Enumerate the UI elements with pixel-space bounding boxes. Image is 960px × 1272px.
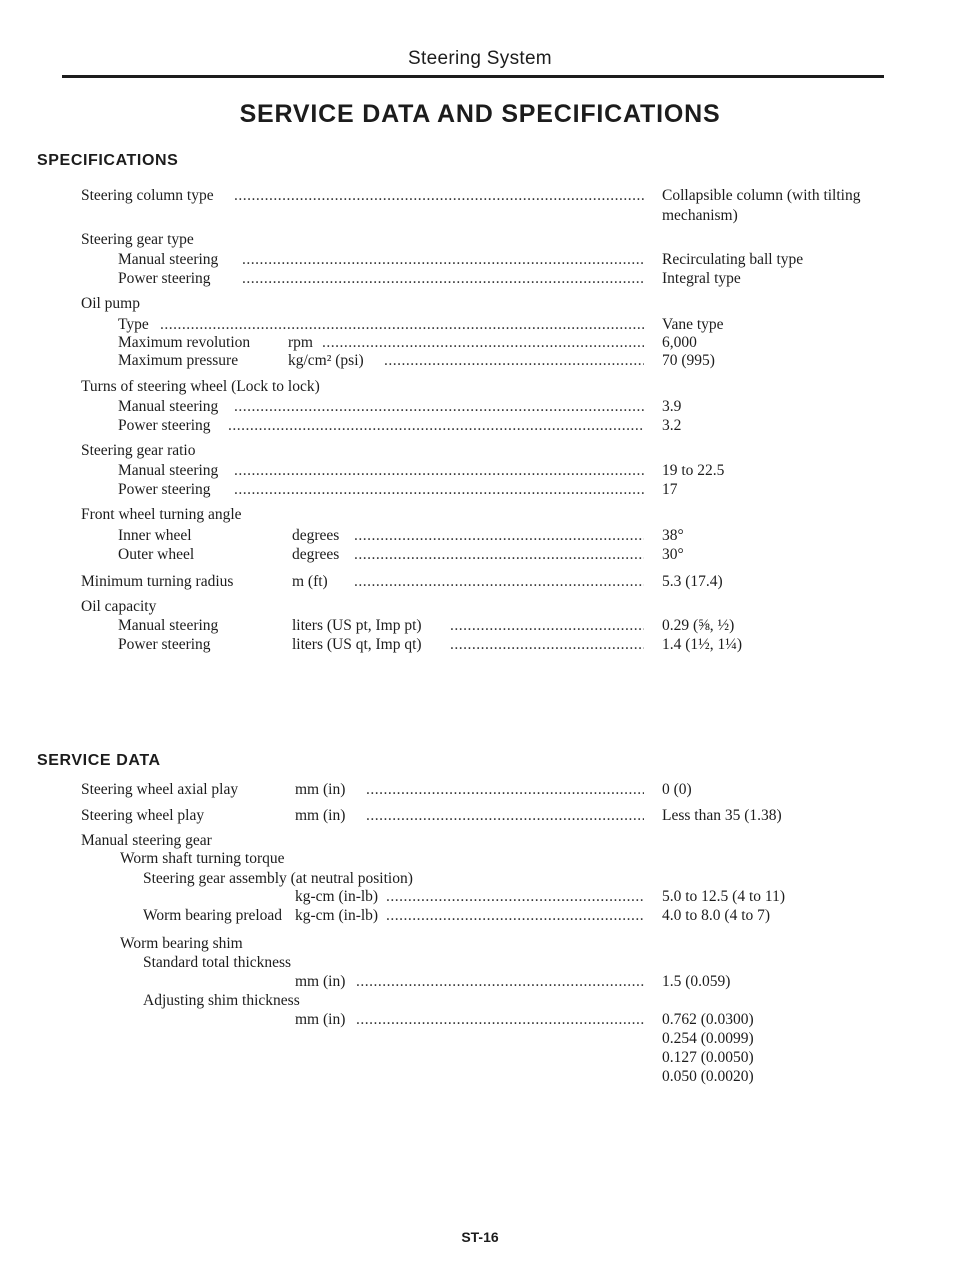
page-title: SERVICE DATA AND SPECIFICATIONS	[239, 100, 721, 128]
axial-play-value: 0 (0)	[662, 781, 692, 798]
oil-capacity-label: Oil capacity	[81, 598, 157, 615]
axial-play-label: Steering wheel axial play	[81, 781, 239, 798]
turns-manual-label: Manual steering	[118, 398, 219, 415]
leader-dots	[354, 572, 644, 592]
leader-dots	[160, 315, 644, 335]
preload-value: 4.0 to 8.0 (4 to 7)	[662, 907, 771, 924]
ratio-label: Steering gear ratio	[81, 442, 196, 459]
ratio-manual-label: Manual steering	[118, 462, 219, 479]
axial-play-unit: mm (in)	[295, 781, 346, 798]
leader-dots	[356, 1010, 644, 1030]
oil-capacity-power-label: Power steering	[118, 636, 211, 653]
oil-capacity-power-value: 1.4 (1½, 1¼)	[662, 636, 743, 653]
max-pressure-value: 70 (995)	[662, 352, 715, 369]
manual-gear-label: Manual steering gear	[81, 832, 212, 849]
adj-thickness-value: 0.050 (0.0020)	[662, 1068, 754, 1085]
gear-type-label: Steering gear type	[81, 231, 194, 248]
adj-thickness-unit: mm (in)	[295, 1011, 346, 1028]
max-pressure-label: Maximum pressure	[118, 352, 239, 369]
gear-type-power-value: Integral type	[662, 270, 741, 287]
max-revolution-unit: rpm	[288, 334, 313, 351]
oil-capacity-manual-unit: liters (US pt, Imp pt)	[292, 617, 422, 634]
oil-capacity-manual-value: 0.29 (⅝, ½)	[662, 617, 735, 634]
oil-capacity-power-unit: liters (US qt, Imp qt)	[292, 636, 422, 653]
specifications-heading: SPECIFICATIONS	[37, 152, 179, 169]
leader-dots	[354, 526, 644, 546]
column-type-value-cont: mechanism)	[662, 207, 738, 224]
std-thickness-label: Standard total thickness	[143, 954, 292, 971]
turning-radius-value: 5.3 (17.4)	[662, 573, 723, 590]
std-thickness-unit: mm (in)	[295, 973, 346, 990]
ratio-power-value: 17	[662, 481, 678, 498]
max-revolution-value: 6,000	[662, 334, 697, 351]
max-pressure-unit: kg/cm² (psi)	[288, 352, 364, 369]
oil-pump-type-label: Type	[118, 316, 149, 333]
gear-assembly-unit: kg-cm (in-lb)	[295, 888, 379, 905]
preload-label: Worm bearing preload	[143, 907, 283, 924]
turns-manual-value: 3.9	[662, 398, 682, 415]
header-rule	[62, 75, 884, 78]
gear-type-power-label: Power steering	[118, 270, 211, 287]
leader-dots	[234, 397, 644, 417]
column-type-label: Steering column type	[81, 187, 214, 204]
adj-thickness-value: 0.127 (0.0050)	[662, 1049, 754, 1066]
ratio-manual-value: 19 to 22.5	[662, 462, 725, 479]
leader-dots	[384, 351, 644, 371]
worm-shim-label: Worm bearing shim	[120, 935, 243, 952]
turns-power-value: 3.2	[662, 417, 682, 434]
inner-wheel-unit: degrees	[292, 527, 340, 544]
wheel-play-label: Steering wheel play	[81, 807, 205, 824]
leader-dots	[242, 250, 644, 270]
max-revolution-label: Maximum revolution	[118, 334, 251, 351]
gear-type-manual-value: Recirculating ball type	[662, 251, 804, 268]
service-data-heading: SERVICE DATA	[37, 752, 161, 769]
leader-dots	[366, 780, 644, 800]
turning-radius-label: Minimum turning radius	[81, 573, 234, 590]
leader-dots	[356, 972, 644, 992]
ratio-power-label: Power steering	[118, 481, 211, 498]
leader-dots	[354, 545, 644, 565]
column-type-value: Collapsible column (with tilting	[662, 187, 861, 204]
leader-dots	[234, 186, 644, 206]
inner-wheel-value: 38°	[662, 527, 684, 544]
outer-wheel-label: Outer wheel	[118, 546, 195, 563]
gear-assembly-value: 5.0 to 12.5 (4 to 11)	[662, 888, 785, 905]
outer-wheel-unit: degrees	[292, 546, 340, 563]
leader-dots	[228, 416, 644, 436]
wheel-play-value: Less than 35 (1.38)	[662, 807, 782, 824]
leader-dots	[386, 906, 644, 926]
adj-thickness-value: 0.762 (0.0300)	[662, 1011, 754, 1028]
oil-capacity-manual-label: Manual steering	[118, 617, 219, 634]
worm-torque-label: Worm shaft turning torque	[120, 850, 285, 867]
running-header: Steering System	[408, 48, 552, 69]
leader-dots	[450, 616, 644, 636]
leader-dots	[366, 806, 644, 826]
leader-dots	[322, 333, 644, 353]
oil-pump-label: Oil pump	[81, 295, 140, 312]
turning-radius-unit: m (ft)	[292, 573, 328, 590]
inner-wheel-label: Inner wheel	[118, 527, 192, 544]
outer-wheel-value: 30°	[662, 546, 684, 563]
leader-dots	[386, 887, 644, 907]
page-number: ST-16	[461, 1229, 499, 1245]
leader-dots	[234, 480, 644, 500]
wheel-play-unit: mm (in)	[295, 807, 346, 824]
leader-dots	[242, 269, 644, 289]
preload-unit: kg-cm (in-lb)	[295, 907, 379, 924]
adj-thickness-value: 0.254 (0.0099)	[662, 1030, 754, 1047]
gear-assembly-label: Steering gear assembly (at neutral position)	[143, 870, 413, 887]
leader-dots	[234, 461, 644, 481]
std-thickness-value: 1.5 (0.059)	[662, 973, 731, 990]
leader-dots	[450, 635, 644, 655]
oil-pump-type-value: Vane type	[662, 316, 724, 333]
adj-thickness-label: Adjusting shim thickness	[143, 992, 300, 1009]
turning-angle-label: Front wheel turning angle	[81, 506, 242, 523]
turns-label: Turns of steering wheel (Lock to lock)	[81, 378, 320, 395]
turns-power-label: Power steering	[118, 417, 211, 434]
gear-type-manual-label: Manual steering	[118, 251, 219, 268]
